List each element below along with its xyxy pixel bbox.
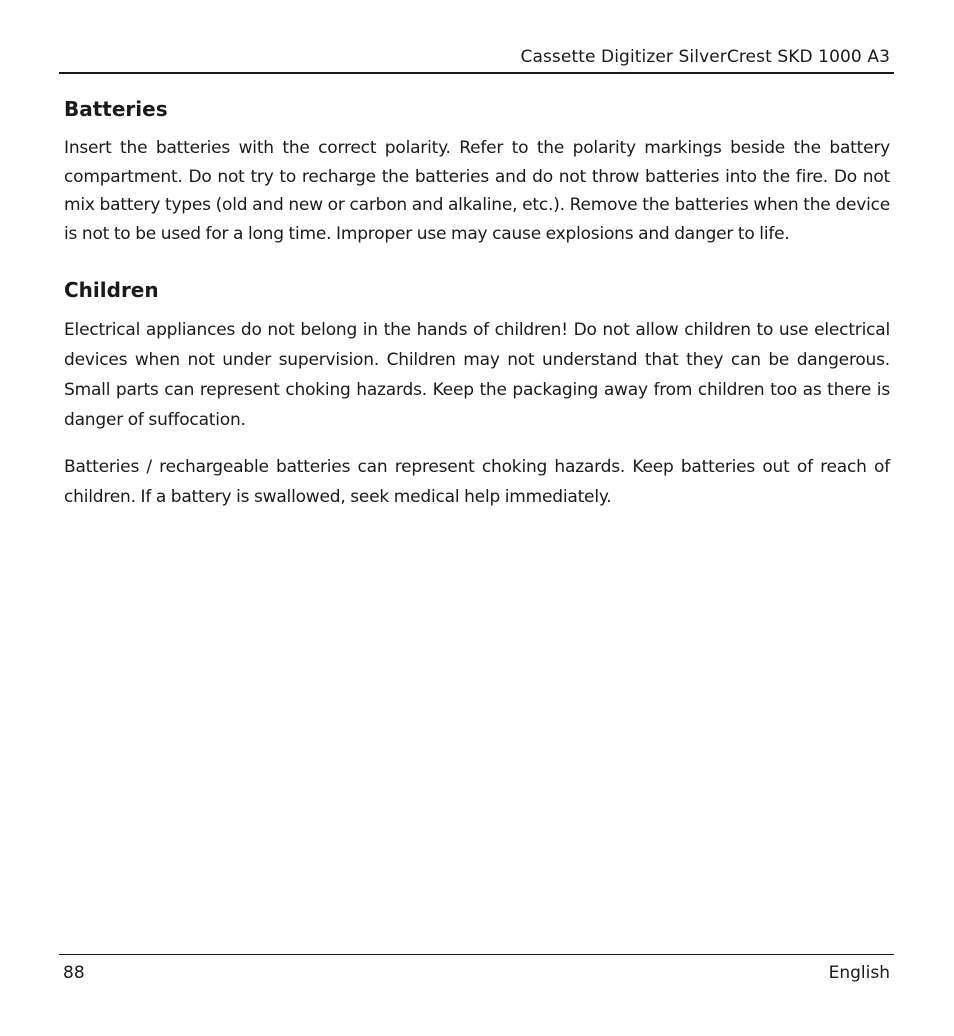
section-heading-children: Children xyxy=(64,278,159,302)
language-label: English xyxy=(828,963,890,983)
children-battery-paragraph: Batteries / rechargeable batteries can represent choking hazards. Keep batteries out of reach of children. If a battery is swallowed, seek medical help immediately. xyxy=(64,457,890,507)
page-number: 88 xyxy=(63,963,85,983)
children-paragraph: Electrical appliances do not belong in the hands of children! Do not allow children to use electrical devices when not under supervision. Children may not understand that they can be dangerous. Small parts can represent choking hazards. Keep the packaging away from children too as there is danger of suffocation. xyxy=(64,320,890,430)
page-header xyxy=(59,44,894,74)
page-footer xyxy=(59,954,894,995)
document-title: Cassette Digitizer SilverCrest SKD 1000 A3 xyxy=(520,47,890,67)
batteries-paragraph: Insert the batteries with the correct polarity. Refer to the polarity markings beside the battery compartment. Do not try to recharge the batteries and do not throw batteries into the fire. Do not mix battery types (old and new or carbon and alkaline, etc.). Remove the batteries when the device is not to be used for a long time. Improper use may cause explosions and danger to life. xyxy=(64,138,890,244)
page-content xyxy=(64,96,890,512)
section-heading-batteries: Batteries xyxy=(64,97,168,121)
